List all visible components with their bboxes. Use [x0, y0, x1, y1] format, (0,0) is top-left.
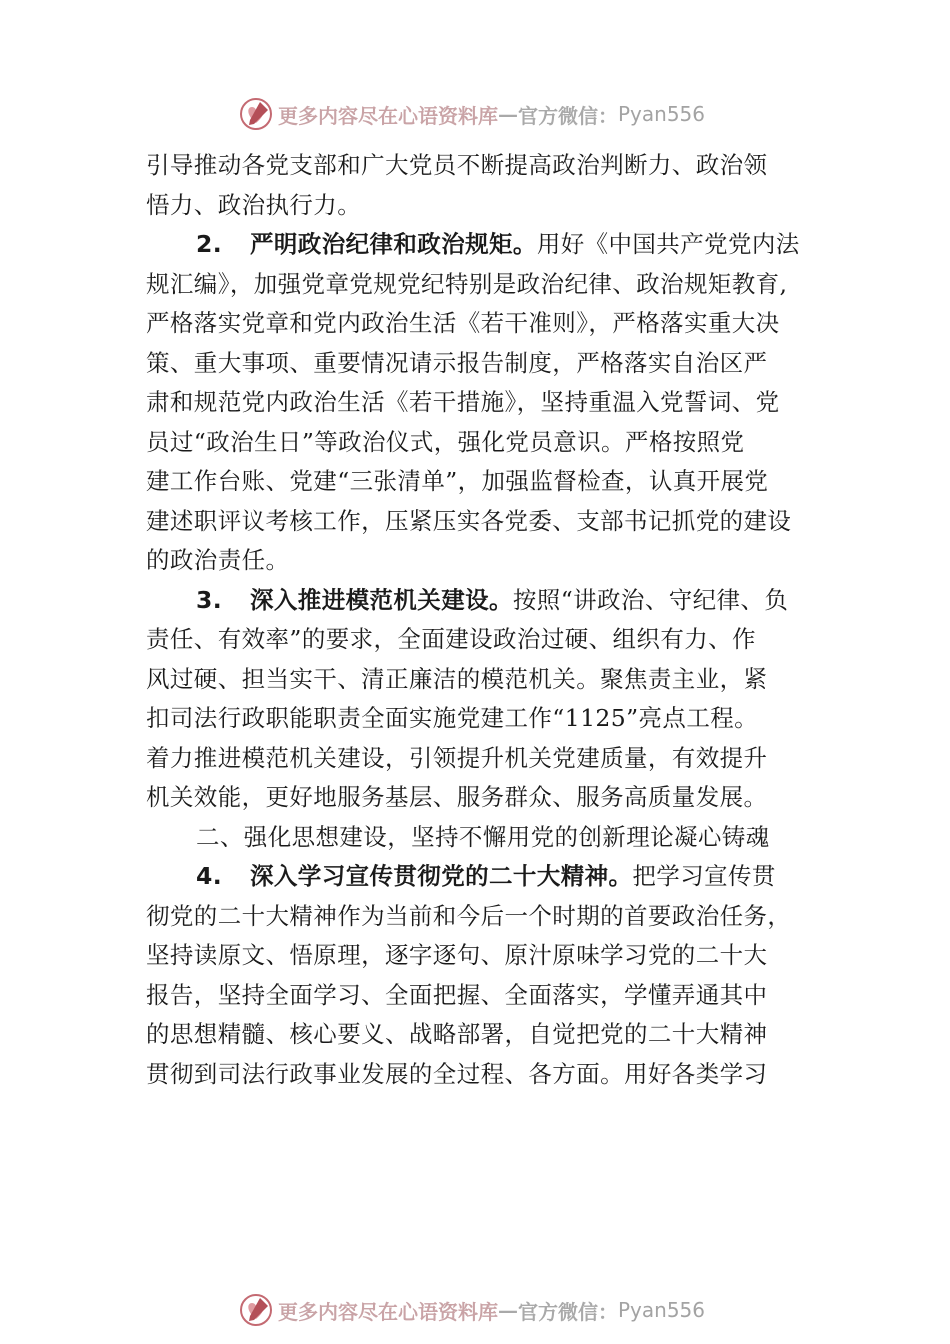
watermark-site-text: 更多内容尽在心语资料库 — [278, 103, 498, 128]
paragraph-heading-line — [146, 225, 836, 265]
item-number: 4. — [196, 862, 223, 890]
header-watermark — [238, 94, 705, 134]
paragraph-heading-line — [146, 581, 836, 621]
watermark-label: 官方微信： — [518, 1299, 618, 1324]
watermark-label: 官方微信： — [518, 103, 618, 128]
item-heading: 严明政治纪律和政治规矩。 — [250, 230, 537, 258]
text-line: 建述职评议考核工作，压紧压实各党委、支部书记抓党的建设 — [146, 506, 792, 535]
paragraph-heading-line — [146, 857, 836, 897]
text-line: 用好《中国共产党党内法 — [536, 230, 800, 258]
watermark-wechat-id: Pyan556 — [618, 1298, 706, 1322]
text-line: 坚持读原文、悟原理，逐字逐句、原汁原味学习党的二十大 — [146, 941, 768, 969]
text-line: 建工作台账、党建“三张清单”，加强监督检查，认真开展党 — [146, 467, 769, 495]
text-line: 责任、有效率”的要求，全面建设政治过硬、组织有力、作 — [146, 625, 756, 653]
item-number: 2. — [196, 230, 223, 258]
document-body — [146, 146, 836, 1094]
text-line: 引导推动各党支部和广大党员不断提高政治判断力、政治领 — [146, 151, 768, 179]
item-number: 3. — [196, 585, 223, 614]
text-line: 贯彻到司法行政事业发展的全过程、各方面。用好各类学习 — [146, 1059, 768, 1088]
item-heading: 深入学习宣传贯彻党的二十大精神。 — [250, 862, 633, 890]
watermark-site-text: 更多内容尽在心语资料库 — [278, 1299, 498, 1324]
text-line: 策、重大事项、重要情况请示报告制度，严格落实自治区严 — [146, 348, 768, 377]
text-line: 的思想精髓、核心要义、战略部署，自觉把党的二十大精神 — [146, 1020, 768, 1048]
text-line: 严格落实党章和党内政治生活《若干准则》，严格落实重大决 — [146, 309, 780, 337]
text-line: 着力推进模范机关建设，引领提升机关党建质量，有效提升 — [146, 743, 768, 772]
watermark-wechat-id: Pyan556 — [618, 102, 706, 126]
text-line: 彻党的二十大精神作为当前和今后一个时期的首要政治任务， — [146, 901, 792, 930]
text-line: 按照“讲政治、守纪律、负 — [512, 585, 789, 614]
text-line: 扣司法行政职能职责全面实施党建工作“1125”亮点工程。 — [146, 704, 759, 732]
text-line: 报告，坚持全面学习、全面把握、全面落实，学懂弄通其中 — [146, 980, 768, 1009]
text-line: 规汇编》，加强党章党规党纪特别是政治纪律、政治规矩教育, — [146, 269, 788, 298]
heart-pen-logo-icon — [238, 1292, 274, 1328]
item-heading: 深入推进模范机关建设。 — [250, 585, 513, 614]
heart-pen-logo-icon — [238, 96, 274, 132]
text-line: 员过“政治生日”等政治仪式，强化党员意识。严格按照党 — [146, 427, 745, 456]
footer-watermark — [238, 1290, 705, 1330]
text-line: 把学习宣传贯 — [632, 862, 776, 890]
text-line: 悟力、政治执行力。 — [146, 190, 362, 219]
section-heading: 二、强化思想建设，坚持不懈用党的创新理论凝心铸魂 — [196, 822, 770, 851]
watermark-separator: — — [498, 102, 518, 126]
text-line: 风过硬、担当实干、清正廉洁的模范机关。聚焦责主业，紧 — [146, 664, 768, 693]
text-line: 肃和规范党内政治生活《若干措施》，坚持重温入党誓词、党 — [146, 388, 780, 416]
text-line: 的政治责任。 — [146, 546, 290, 574]
watermark-separator: — — [498, 1298, 518, 1322]
text-line: 机关效能，更好地服务基层、服务群众、服务高质量发展。 — [146, 783, 768, 811]
